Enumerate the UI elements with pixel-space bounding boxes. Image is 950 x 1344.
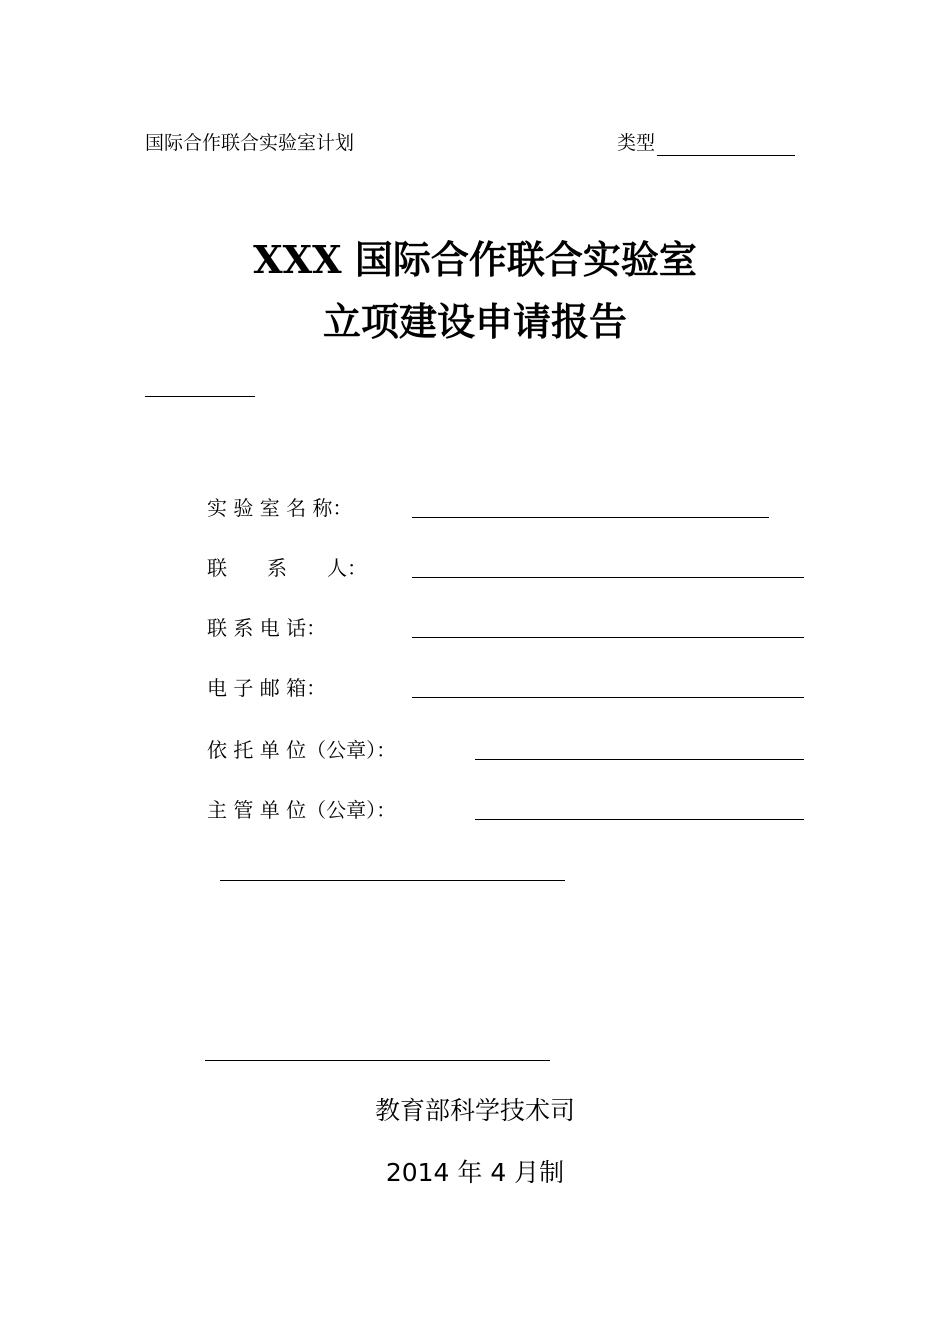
contact-person-label: 联 系 人：: [207, 556, 367, 580]
lab-name-blank[interactable]: [412, 497, 769, 518]
email-label: 电 子 邮 箱：: [207, 676, 327, 700]
issuer: 教育部科学技术司: [374, 1096, 575, 1125]
supervisor-unit-blank[interactable]: [475, 799, 804, 820]
plan-name: 国际合作联合实验室计划: [145, 132, 355, 154]
supervisor-unit-label: 主 管 单 位（公章）：: [207, 798, 397, 822]
type-label: 类型: [617, 132, 656, 154]
title-line-1: XXX 国际合作联合实验室: [253, 237, 697, 282]
lab-name-label: 实 验 室 名 称：: [207, 496, 353, 520]
issue-date: 2014 年 4 月制: [385, 1158, 565, 1187]
contact-person-blank[interactable]: [412, 557, 804, 578]
extra-blank-line-2[interactable]: [205, 1060, 550, 1061]
phone-label: 联 系 电 话：: [207, 616, 327, 640]
email-blank[interactable]: [412, 677, 804, 698]
host-unit-blank[interactable]: [475, 739, 804, 760]
extra-blank-line-1[interactable]: [220, 880, 565, 881]
field-host-unit: [207, 734, 804, 764]
type-blank-line[interactable]: [657, 133, 795, 156]
field-email: [207, 672, 804, 702]
field-supervisor-unit: [207, 794, 804, 824]
field-phone: [207, 612, 804, 642]
title-line-2: 立项建设申请报告: [322, 299, 627, 344]
host-unit-label: 依 托 单 位（公章）：: [207, 738, 397, 762]
title-underline: [145, 396, 255, 397]
field-contact-person: [207, 552, 804, 582]
phone-blank[interactable]: [412, 617, 804, 638]
field-lab-name: [207, 492, 769, 522]
type-field: [617, 130, 795, 156]
